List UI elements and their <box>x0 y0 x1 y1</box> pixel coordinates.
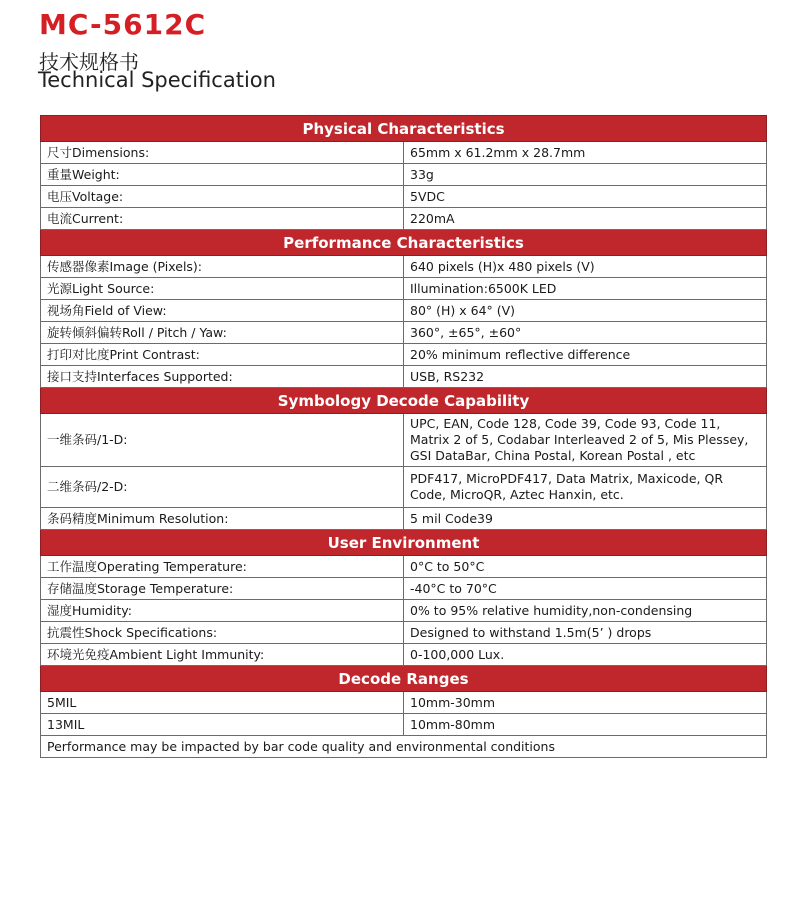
section-title: Performance Characteristics <box>41 230 767 256</box>
row-value: -40°C to 70°C <box>404 578 767 600</box>
table-row <box>41 692 767 714</box>
row-value: 5 mil Code39 <box>404 508 767 530</box>
row-label: 工作温度Operating Temperature: <box>41 556 404 578</box>
row-value: 0°C to 50°C <box>404 556 767 578</box>
section-header-performance <box>41 230 767 256</box>
row-value: 65mm x 61.2mm x 28.7mm <box>404 142 767 164</box>
table-row <box>41 736 767 758</box>
table-row <box>41 714 767 736</box>
table-row <box>41 578 767 600</box>
row-label: 尺寸Dimensions: <box>41 142 404 164</box>
row-label: 5MIL <box>41 692 404 714</box>
row-value: 360°, ±65°, ±60° <box>404 322 767 344</box>
table-row <box>41 622 767 644</box>
section-header-physical <box>41 116 767 142</box>
row-label: 电压Voltage: <box>41 186 404 208</box>
footnote: Performance may be impacted by bar code quality and environmental conditions <box>41 736 767 758</box>
table-row <box>41 556 767 578</box>
row-label: 旋转倾斜偏转Roll / Pitch / Yaw: <box>41 322 404 344</box>
table-row <box>41 256 767 278</box>
row-label: 打印对比度Print Contrast: <box>41 344 404 366</box>
row-value: 33g <box>404 164 767 186</box>
table-row <box>41 208 767 230</box>
row-value: USB, RS232 <box>404 366 767 388</box>
table-row <box>41 414 767 467</box>
row-value: 10mm-80mm <box>404 714 767 736</box>
row-label: 二维条码/2-D: <box>41 467 404 508</box>
table-row <box>41 322 767 344</box>
section-title: Physical Characteristics <box>41 116 767 142</box>
section-header-ranges <box>41 666 767 692</box>
row-value: Designed to withstand 1.5m(5’ ) drops <box>404 622 767 644</box>
row-value: 20% minimum reflective difference <box>404 344 767 366</box>
row-label: 湿度Humidity: <box>41 600 404 622</box>
row-label: 环境光免疫Ambient Light Immunity: <box>41 644 404 666</box>
row-label: 光源Light Source: <box>41 278 404 300</box>
row-label: 视场角Field of View: <box>41 300 404 322</box>
table-row <box>41 278 767 300</box>
row-label: 13MIL <box>41 714 404 736</box>
table-row <box>41 467 767 508</box>
row-label: 条码精度Minimum Resolution: <box>41 508 404 530</box>
row-value: 80° (H) x 64° (V) <box>404 300 767 322</box>
row-value: PDF417, MicroPDF417, Data Matrix, Maxicode, QR Code, MicroQR, Aztec Hanxin, etc. <box>404 467 767 508</box>
row-label: 重量Weight: <box>41 164 404 186</box>
table-row <box>41 300 767 322</box>
section-header-symbology <box>41 388 767 414</box>
row-value: Illumination:6500K LED <box>404 278 767 300</box>
table-row <box>41 600 767 622</box>
table-row <box>41 186 767 208</box>
row-value: 10mm-30mm <box>404 692 767 714</box>
table-row <box>41 164 767 186</box>
row-value: 0-100,000 Lux. <box>404 644 767 666</box>
table-row <box>41 508 767 530</box>
section-title: Decode Ranges <box>41 666 767 692</box>
row-value: 220mA <box>404 208 767 230</box>
row-label: 传感器像素Image (Pixels): <box>41 256 404 278</box>
subtitle-english: Technical Specification <box>38 68 276 92</box>
row-label: 抗震性Shock Specifications: <box>41 622 404 644</box>
section-title: Symbology Decode Capability <box>41 388 767 414</box>
section-header-environment <box>41 530 767 556</box>
table-row <box>41 142 767 164</box>
section-title: User Environment <box>41 530 767 556</box>
row-label: 电流Current: <box>41 208 404 230</box>
row-label: 一维条码/1-D: <box>41 414 404 467</box>
row-value: 640 pixels (H)x 480 pixels (V) <box>404 256 767 278</box>
table-row <box>41 366 767 388</box>
row-value: UPC, EAN, Code 128, Code 39, Code 93, Code 11, Matrix 2 of 5, Codabar Interleaved 2 of 5, Mis Plessey, GSI DataBar, China Postal, Korean Postal , etc <box>404 414 767 467</box>
row-value: 0% to 95% relative humidity,non-condensing <box>404 600 767 622</box>
table-row <box>41 344 767 366</box>
model-title: MC-5612C <box>39 8 207 41</box>
row-label: 存储温度Storage Temperature: <box>41 578 404 600</box>
row-label: 接口支持Interfaces Supported: <box>41 366 404 388</box>
table-row <box>41 644 767 666</box>
row-value: 5VDC <box>404 186 767 208</box>
spec-table <box>40 115 767 758</box>
subtitle-chinese: 技术规格书 <box>39 50 139 74</box>
